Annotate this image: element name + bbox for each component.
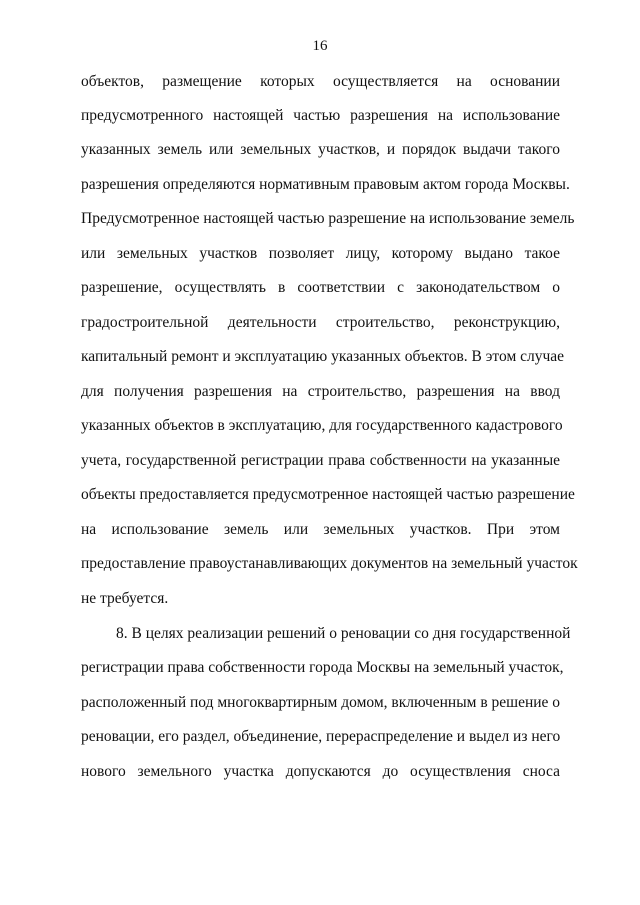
text-line-8: градостроительной деятельности строительство, реконструкцию, xyxy=(81,314,560,331)
text-line-16: не требуется. xyxy=(81,590,169,607)
text-line-15: предоставление правоустанавливающих документов на земельный участок xyxy=(81,555,578,572)
text-line-12: учета, государственной регистрации права собственности на указанные xyxy=(81,452,560,469)
text-line-19: расположенный под многоквартирным домом, включенным в решение о xyxy=(81,694,561,711)
text-line-9: капитальный ремонт и эксплуатацию указанных объектов. В этом случае xyxy=(81,348,565,365)
text-line-5: Предусмотренное настоящей частью разрешение на использование земель xyxy=(81,210,575,227)
text-line-21: нового земельного участка допускаются до осуществления сноса xyxy=(81,763,560,780)
text-line-1: объектов, размещение которых осуществляется на основании xyxy=(81,73,560,90)
text-line-10: для получения разрешения на строительство, разрешения на ввод xyxy=(81,383,560,400)
page-number: 16 xyxy=(312,38,328,54)
text-line-17: 8. В целях реализации решений о реновации со дня государственной xyxy=(116,625,571,642)
text-line-18: регистрации права собственности города Москвы на земельный участок, xyxy=(81,659,564,676)
text-line-2: предусмотренного настоящей частью разрешения на использование xyxy=(81,107,560,124)
text-line-11: указанных объектов в эксплуатацию, для государственного кадастрового xyxy=(81,417,563,434)
text-line-6: или земельных участков позволяет лицу, которому выдано такое xyxy=(81,245,560,262)
text-line-4: разрешения определяются нормативным правовым актом города Москвы. xyxy=(81,176,570,193)
text-line-3: указанных земель или земельных участков, и порядок выдачи такого xyxy=(81,141,560,158)
text-line-20: реновации, его раздел, объединение, перераспределение и выдел из него xyxy=(81,728,561,745)
text-line-13: объекты предоставляется предусмотренное настоящей частью разрешение xyxy=(81,486,575,503)
text-line-7: разрешение, осуществлять в соответствии с законодательством о xyxy=(81,279,560,296)
text-line-14: на использование земель или земельных участков. При этом xyxy=(81,521,560,538)
